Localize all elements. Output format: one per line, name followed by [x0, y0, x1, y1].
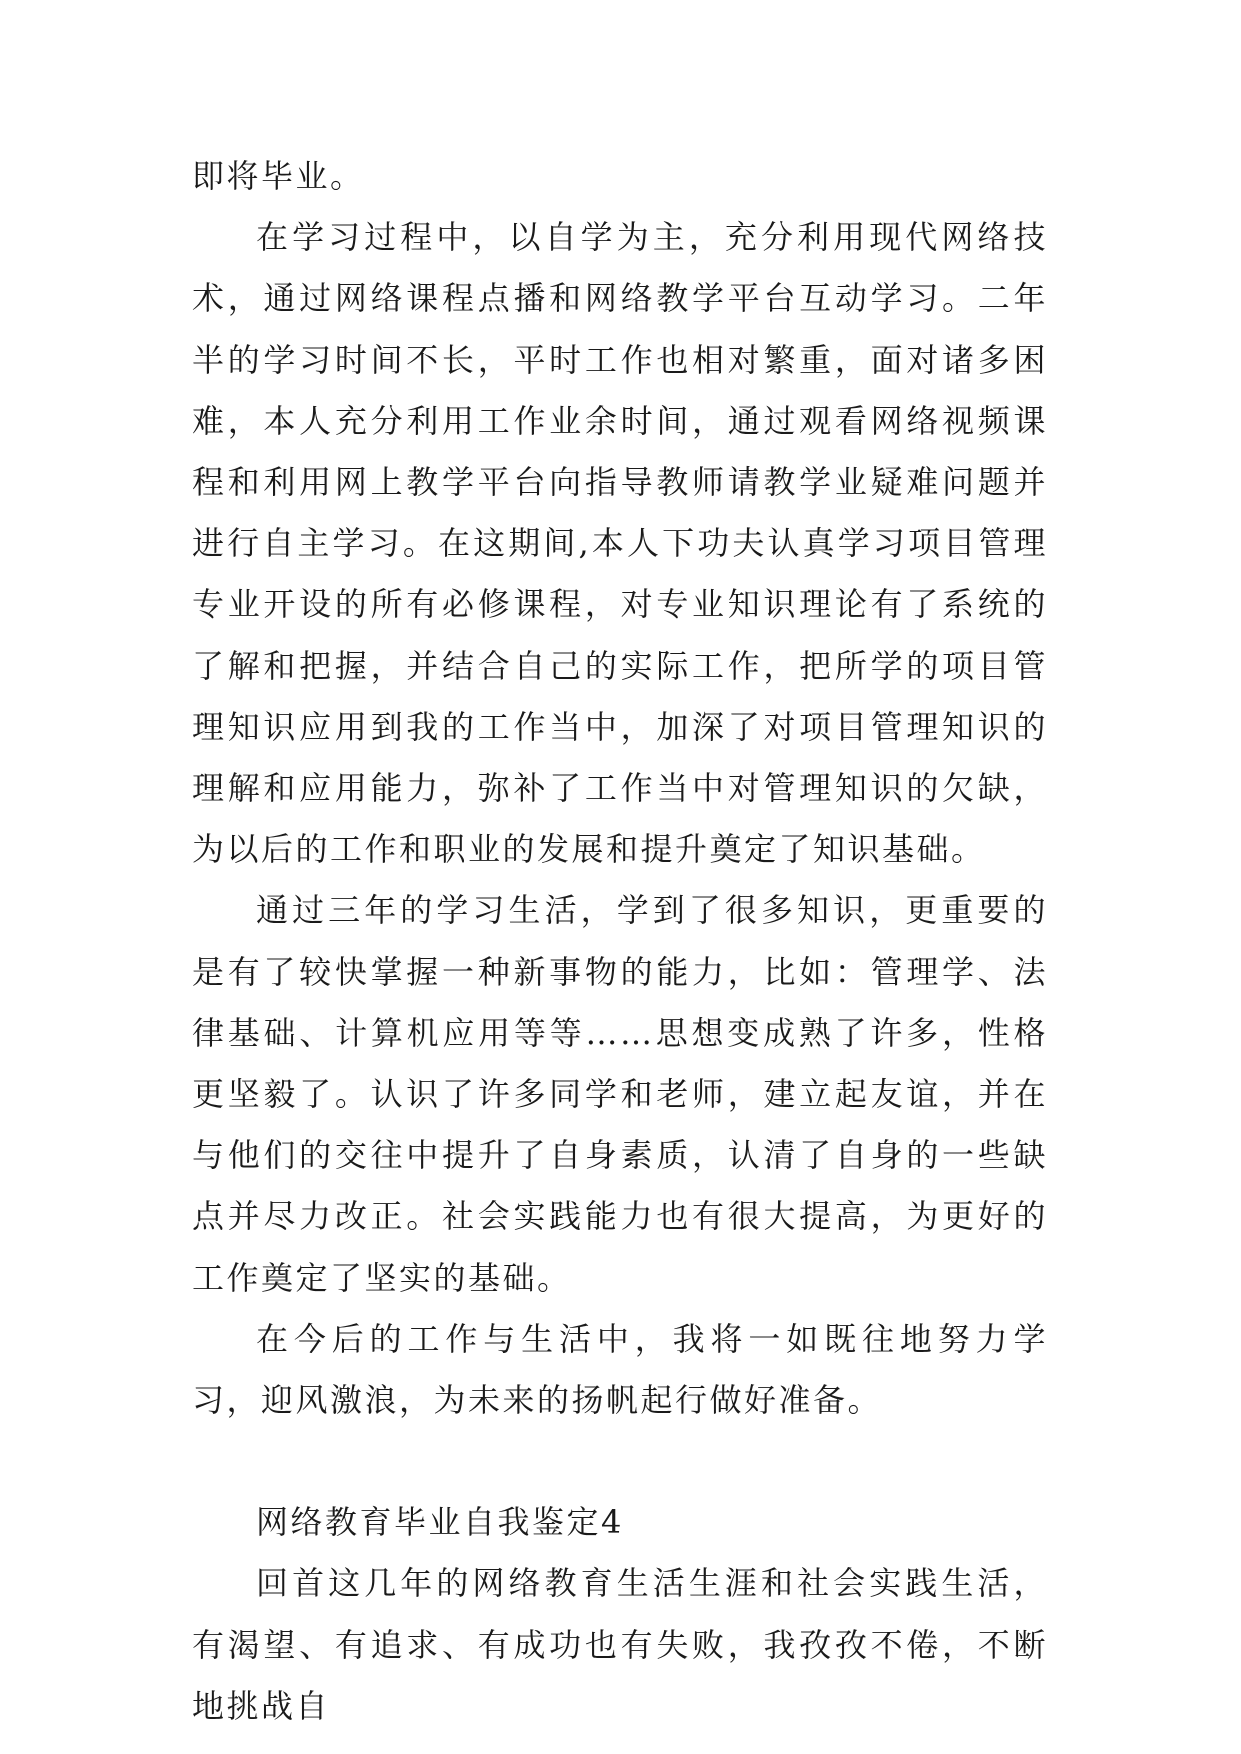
section-spacer: [192, 1431, 1048, 1492]
paragraph-study-process: 在学习过程中，以自学为主，充分利用现代网络技术，通过网络课程点播和网络教学平台互动学习。二年半的学习时间不长，平时工作也相对繁重，面对诸多困难，本人充分利用工作业余时间，通过观看网络视频课程和利用网上教学平台向指导教师请教学业疑难问题并进行自主学习。在这期间,本人下功夫认真学习项目管理专业开设的所有必修课程，对专业知识理论有了系统的了解和把握，并结合自己的实际工作，把所学的项目管理知识应用到我的工作当中，加深了对项目管理知识的理解和应用能力，弥补了工作当中对管理知识的欠缺，为以后的工作和职业的发展和提升奠定了知识基础。: [192, 218, 1048, 869]
document-body: [192, 146, 1048, 1737]
paragraph-continuation: 即将毕业。: [192, 157, 365, 195]
paragraph-future: 在今后的工作与生活中，我将一如既往地努力学习，迎风激浪，为未来的扬帆起行做好准备。: [192, 1319, 1048, 1420]
paragraph-three-years: 通过三年的学习生活，学到了很多知识，更重要的是有了较快掌握一种新事物的能力，比如：管理学、法律基础、计算机应用等等……思想变成熟了许多，性格更坚毅了。认识了许多同学和老师，建立起友谊，并在与他们的交往中提升了自身素质，认清了自身的一些缺点并尽力改正。社会实践能力也有很大提高，为更好的工作奠定了坚实的基础。: [192, 891, 1048, 1297]
section-heading: 网络教育毕业自我鉴定4: [256, 1503, 624, 1542]
paragraph-looking-back: 回首这几年的网络教育生活生涯和社会实践生活，有渴望、有追求、有成功也有失败，我孜孜不倦，不断地挑战自: [192, 1564, 1048, 1725]
